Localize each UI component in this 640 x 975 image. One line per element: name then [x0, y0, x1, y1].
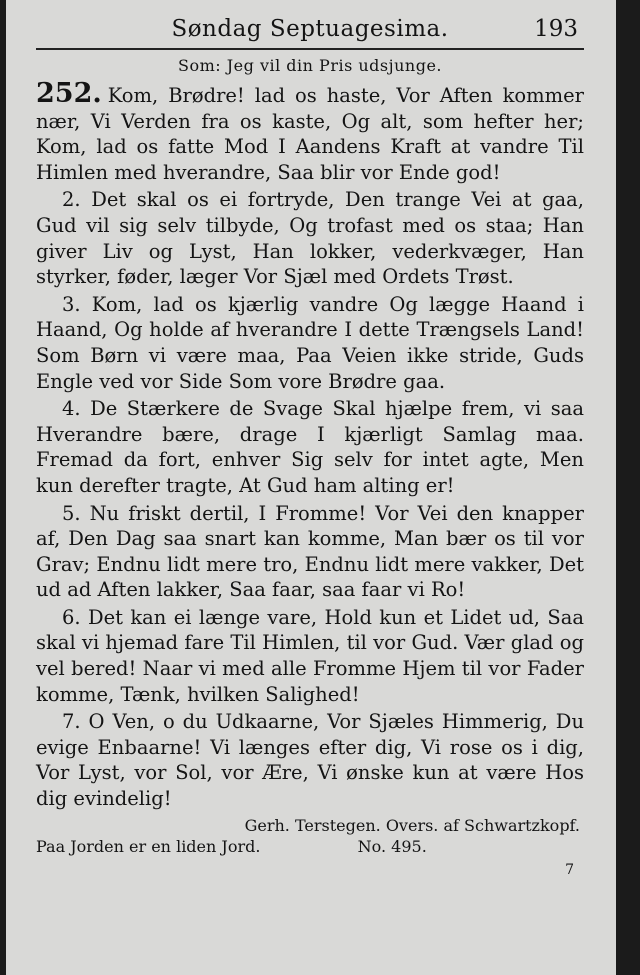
verse-7: 7. O Ven, o du Udkaarne, Vor Sjæles Himmerig, Du evige Enbaarne! Vi længes efter dig, Vi rose os i dig, Vor Lyst, vor Sol, vor Ære, Vi ønske kun at være Hos dig evindelig! — [36, 710, 584, 811]
author-credit: Gerh. Terstegen. Overs. af Schwartzkopf. — [244, 815, 580, 835]
printer-signature: 7 — [565, 861, 574, 878]
footer-next-hymn: Paa Jorden er en liden Jord. — [36, 836, 261, 856]
verse-4: 4. De Stærkere de Svage Skal hjælpe frem, vi saa Hverandre bære, drage I kjærligt Samlag maa. Fremad da fort, enhver Sig selv for intet agte, Men kun derefter tragte, At Gud ham alting er! — [36, 397, 584, 497]
footer-line — [36, 837, 584, 856]
page-number: 193 — [534, 16, 578, 42]
verse-6: 6. Det kan ei længe vare, Hold kun et Lidet ud, Saa skal vi hjemad fare Til Himlen, til vor Gud. Vær glad og vel bered! Naar vi med alle Fromme Hjem til vor Fader komme, Tænk, hvilken Salighed! — [36, 605, 584, 706]
verse-3: 3. Kom, lad os kjærlig vandre Og lægge Haand i Haand, Og holde af hverandre I dette Trængsels Land! Som Børn vi være maa, Paa Veien ikke stride, Guds Engle ved vor Side Som vore Brødre gaa. — [36, 292, 584, 393]
verse-5: 5. Nu friskt dertil, I Fromme! Vor Vei den knapper af, Den Dag saa snart kan komme, Man bær os til vor Grav; Endnu lidt mere tro, Endnu lidt mere vakker, Det ud ad Aften lakker, Saa faar, saa faar vi Ro! — [36, 501, 584, 602]
page-header — [36, 0, 584, 50]
footer-hymn-reference: No. 495. — [357, 836, 427, 856]
verse-2: 2. Det skal os ei fortryde, Den trange Vei at gaa, Gud vil sig selv tilbyde, Og trofast med os staa; Han giver Liv og Lyst, Han lokker, vederkvæger, Han styrker, føder, læger Vor Sjæl med Ordets Trøst. — [36, 188, 584, 289]
verse-1-text: Kom, Brødre! lad os haste, Vor Aften kommer nær, Vi Verden fra os kaste, Og alt, som hefter her; Kom, lad os fatte Mod I Aandens Kraft at vandre Til Himlen med hverandre, Saa blir vor Ende god! — [36, 84, 584, 184]
tune-line: Som: Jeg vil din Pris udsjunge. — [177, 56, 442, 75]
running-title: Søndag Septuagesima. — [171, 16, 449, 42]
book-page — [6, 0, 616, 975]
hymn-number: 252. — [36, 78, 102, 109]
verse-1 — [36, 78, 584, 185]
